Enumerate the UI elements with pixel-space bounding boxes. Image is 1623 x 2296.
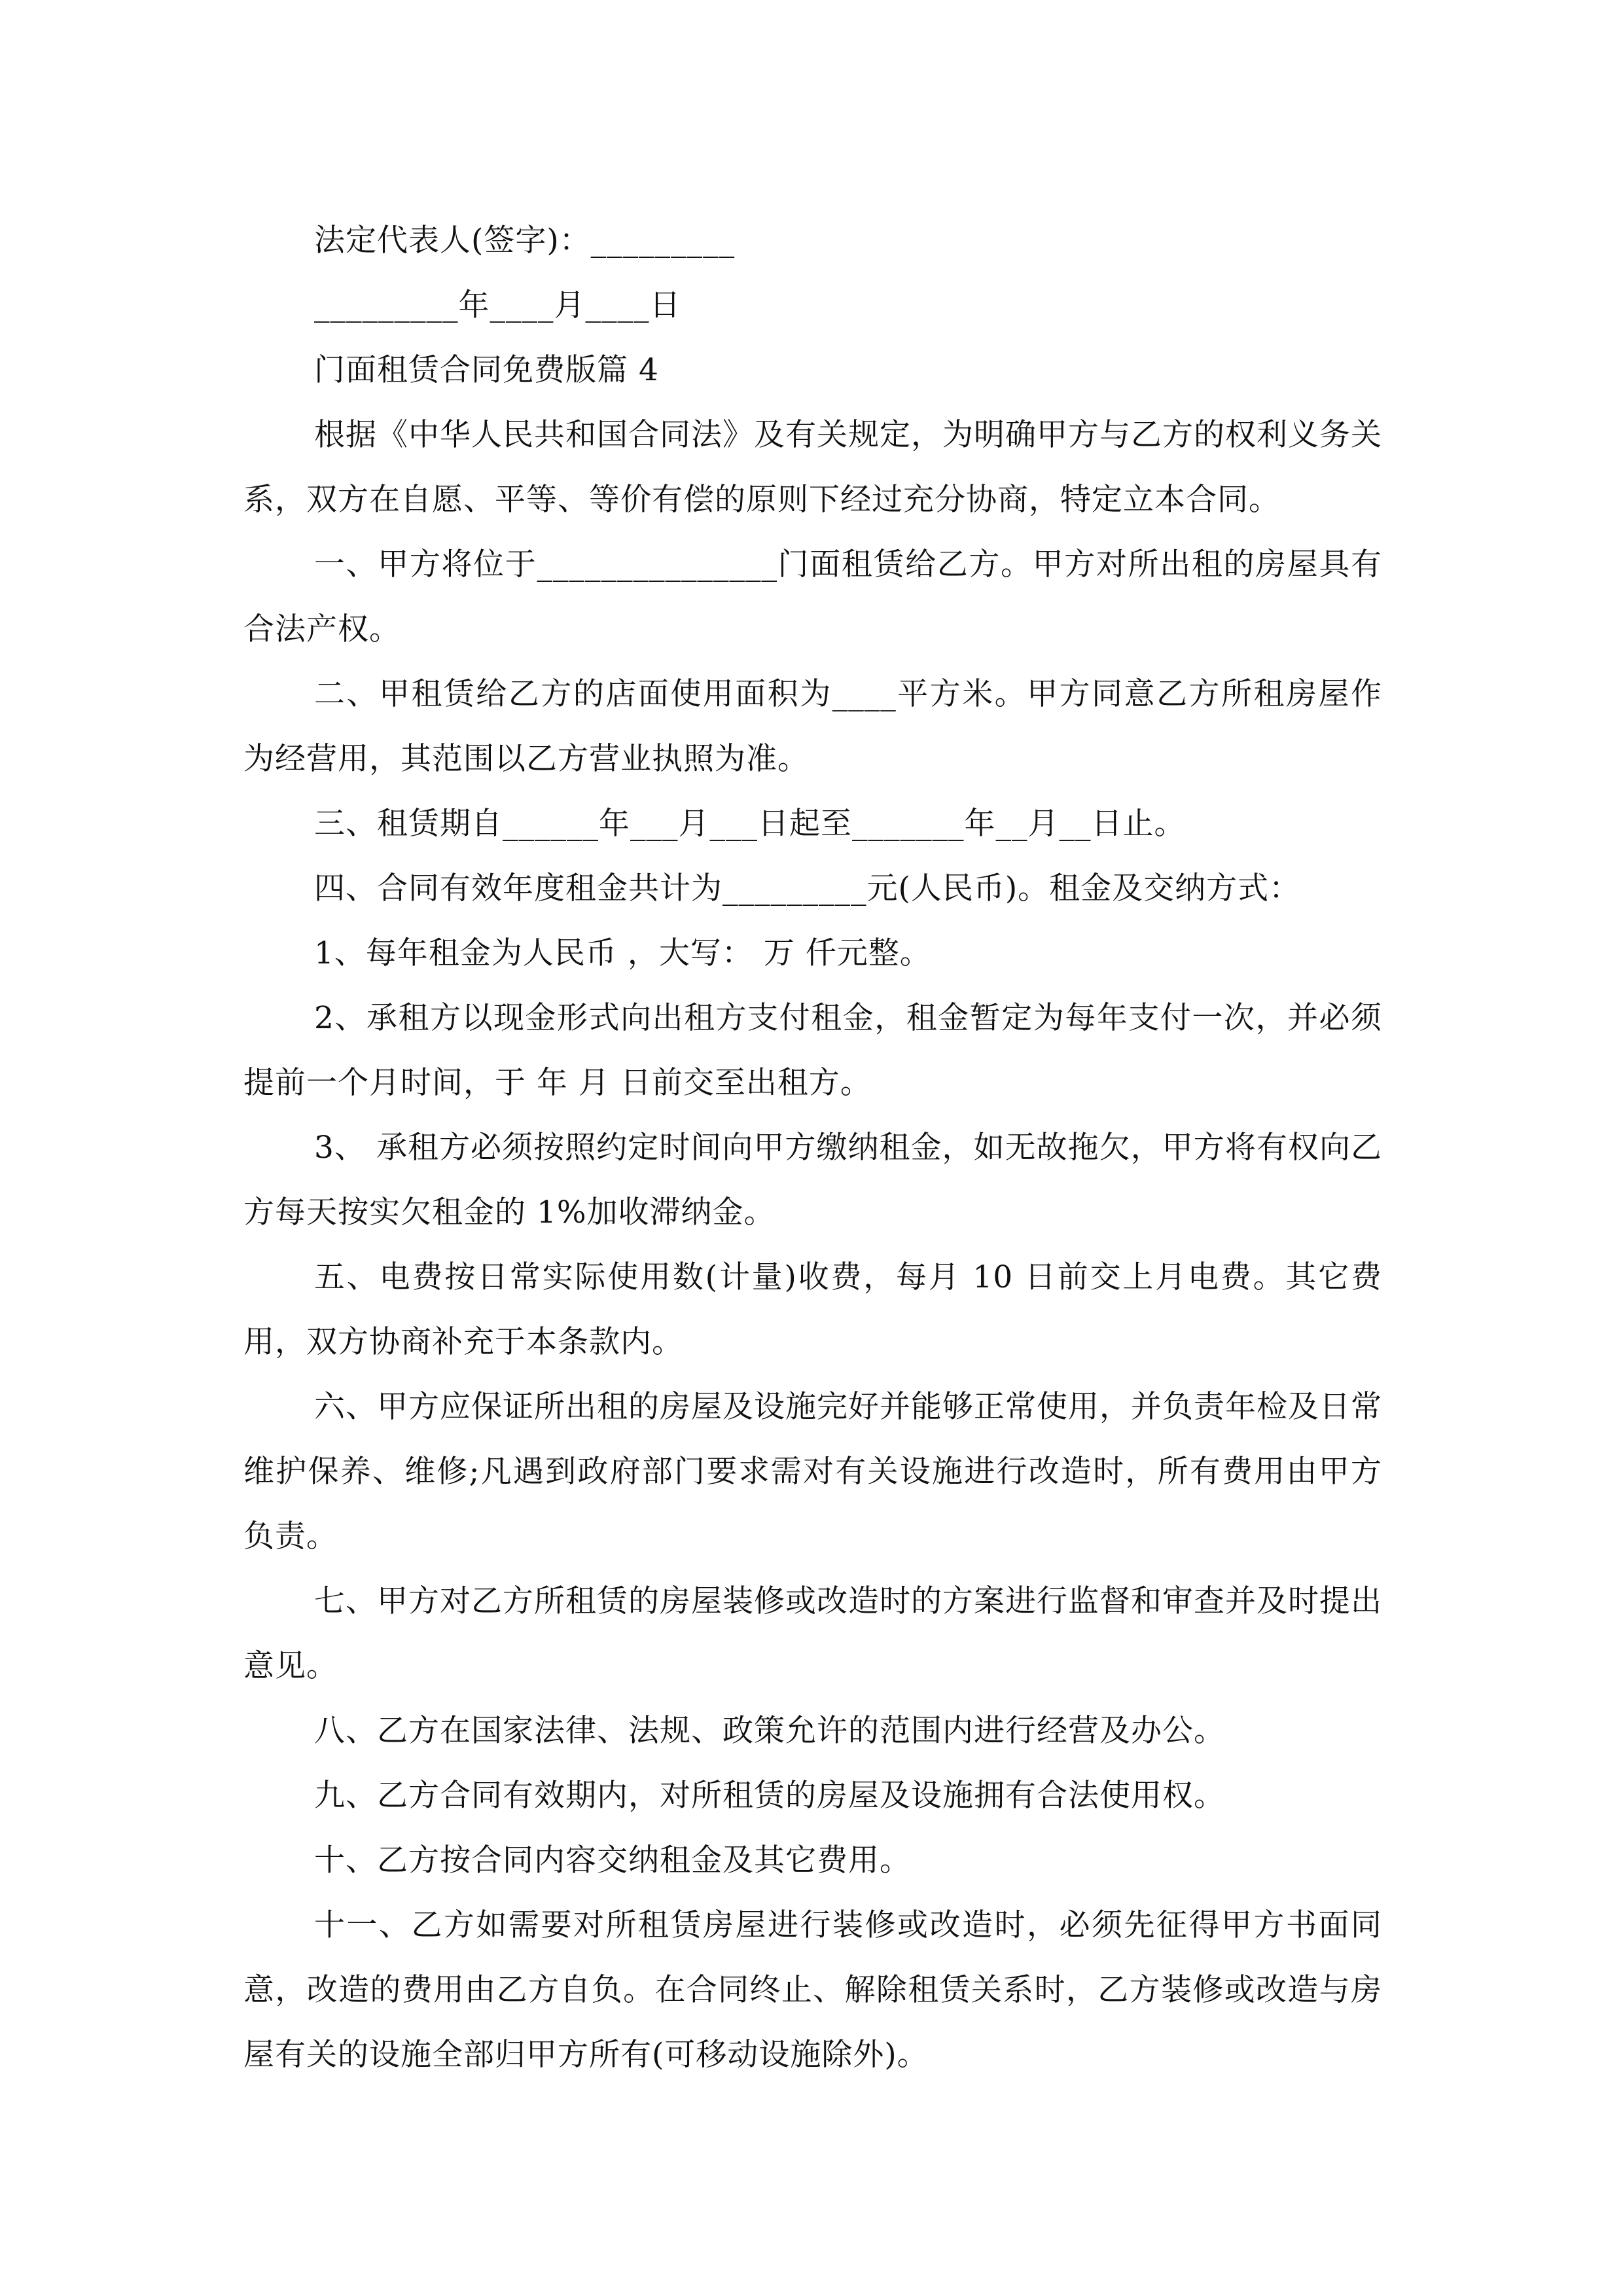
date-line: _________年____月____日 <box>314 287 681 323</box>
paragraph-clause-2: 二、甲租赁给乙方的店面使用面积为____平方米。甲方同意乙方所租房屋作为经营用，其范围以乙方营业执照为准。 <box>243 676 1382 777</box>
document-body <box>243 208 1382 2087</box>
paragraph-clause-8: 八、乙方在国家法律、法规、政策允许的范围内进行经营及办公。 <box>314 1713 1225 1749</box>
paragraph-clause-1: 一、甲方将位于_______________门面租赁给乙方。甲方对所出租的房屋具有合法产权。 <box>243 547 1382 647</box>
paragraph-preamble: 根据《中华人民共和国合同法》及有关规定，为明确甲方与乙方的权利义务关系，双方在自愿、平等、等价有偿的原则下经过充分协商，特定立本合同。 <box>243 417 1382 518</box>
paragraph-clause-4-3: 3、 承租方必须按照约定时间向甲方缴纳租金，如无故拖欠，甲方将有权向乙方每天按实欠租金的 1%加收滞纳金。 <box>243 1130 1382 1230</box>
paragraph-clause-4-2: 2、承租方以现金形式向出租方支付租金，租金暂定为每年支付一次，并必须提前一个月时间，于 年 月 日前交至出租方。 <box>243 1000 1382 1101</box>
signature-line: 法定代表人(签字)：_________ <box>314 223 736 259</box>
paragraph-clause-11: 十一、乙方如需要对所租赁房屋进行装修或改造时，必须先征得甲方书面同意，改造的费用由乙方自负。在合同终止、解除租赁关系时，乙方装修或改造与房屋有关的设施全部归甲方所有(可移动设施除外)。 <box>243 1907 1382 2073</box>
paragraph-clause-3: 三、租赁期自______年___月___日起至_______年__月__日止。 <box>314 806 1186 842</box>
section-title: 门面租赁合同免费版篇 4 <box>314 352 659 388</box>
paragraph-clause-4-1: 1、每年租金为人民币 ，大写： 万 仟元整。 <box>314 935 931 971</box>
paragraph-clause-9: 九、乙方合同有效期内，对所租赁的房屋及设施拥有合法使用权。 <box>314 1778 1225 1814</box>
paragraph-clause-7: 七、甲方对乙方所租赁的房屋装修或改造时的方案进行监督和审查并及时提出意见。 <box>243 1583 1382 1684</box>
paragraph-clause-10: 十、乙方按合同内容交纳租金及其它费用。 <box>314 1842 911 1878</box>
paragraph-clause-5: 五、电费按日常实际使用数(计量)收费，每月 10 日前交上月电费。其它费用，双方协商补充于本条款内。 <box>243 1259 1382 1360</box>
paragraph-clause-6: 六、甲方应保证所出租的房屋及设施完好并能够正常使用，并负责年检及日常维护保养、维修;凡遇到政府部门要求需对有关设施进行改造时，所有费用由甲方负责。 <box>243 1389 1382 1554</box>
paragraph-clause-4: 四、合同有效年度租金共计为_________元(人民币)。租金及交纳方式： <box>314 870 1301 906</box>
